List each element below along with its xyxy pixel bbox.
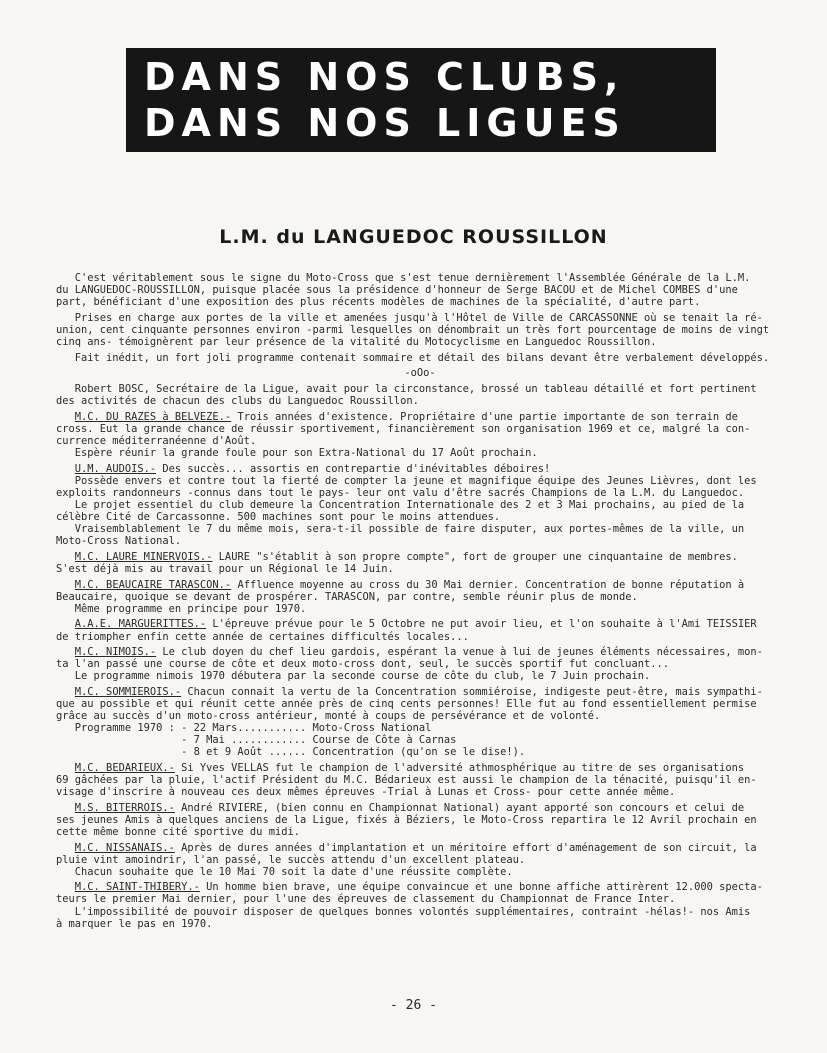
text-line [56, 802, 784, 814]
indent [56, 579, 75, 591]
banner-line-1: DANS NOS CLUBS, [144, 55, 625, 99]
text-line: grâce au succès d'un moto-cross antérieur, monté à coups de persévérance et de volonté. [56, 710, 601, 723]
intro-paragraph-3 [56, 352, 784, 364]
indent [56, 551, 75, 563]
text-line: Le programme nimois 1970 débutera par la seconde course de côte du club, le 7 Juin prochain. [56, 670, 651, 683]
separator: -oOo- [404, 367, 436, 380]
text-line: - 8 et 9 Août ...... Concentration (qu'on se le dise!). [56, 746, 526, 759]
text-line: Possède envers et contre tout la fierté de compter la jeune et magnifique équipe des Jeunes Lièvres, dont les [56, 474, 757, 487]
club-text: Après de dures années d'implantation et un méritoire effort d'aménagement de son circuit, la [174, 841, 757, 854]
indent [56, 686, 75, 698]
text-line [56, 411, 784, 423]
club-heading: M.C. SAINT-THIBERY.- [74, 881, 200, 894]
club-text: Le club doyen du chef lieu gardois, espérant la venue à lui de jeunes éléments nécessaires, mon- [156, 646, 763, 659]
text-line: - 7 Mai ............ Course de Côte à Carnas [56, 734, 457, 747]
text-line: cinq ans- témoignèrent par leur présence de la vitalité du Motocyclisme en Languedoc Roussillon. [56, 335, 657, 348]
text-line: Moto-Cross National. [56, 535, 182, 548]
club-paragraph [56, 551, 784, 575]
club-paragraph [56, 646, 784, 682]
text-line: pluie vint amoindrir, l'an passé, le succès attendu d'un excellent plateau. [56, 853, 526, 866]
text-line: des activités de chacun des clubs du Languedoc Roussillon. [56, 395, 419, 408]
text-line: union, cent cinquante personnes environ -parmi lesquelles on dénombrait un très fort pourcentage de moins de vingt [56, 323, 770, 336]
article-title: L.M. du LANGUEDOC ROUSSILLON [219, 226, 608, 248]
text-line: Robert BOSC, Secrétaire de la Ligue, avait pour la circonstance, brossé un tableau détaillé et fort pertinent [56, 383, 757, 396]
club-paragraph [56, 411, 784, 459]
club-heading: M.C. BEAUCAIRE TARASCON.- [74, 578, 232, 591]
text-line: que au possible et qui réunit cette année près de cinq cents personnes! Elle fut au fond essentiellement permise [56, 698, 757, 710]
text-line: part, bénéficiant d'une exposition des plus récents modèles de machines de la spécialité, d'autre part. [56, 296, 701, 309]
text-line [56, 551, 784, 563]
club-paragraph [56, 881, 784, 929]
text-line [56, 618, 784, 630]
intro-paragraph-1 [56, 272, 784, 308]
text-line [56, 881, 784, 893]
text-line: currence méditerranéenne d'Août. [56, 435, 257, 448]
text-line [56, 646, 784, 658]
text-line: cross. Eut la grande chance de réussir sportivement, financièrement son organisation 1969 et ce, malgré la con- [56, 423, 751, 436]
club-text: Affluence moyenne au cross du 30 Mai dernier. Concentration de bonne réputation à [231, 578, 745, 591]
club-text: Si Yves VELLAS fut le champion de l'adversité athmosphérique au titre de ses organisations [174, 761, 745, 774]
text-line: 69 gâchées par la pluie, l'actif Président du M.C. Bédarieux est aussi le champion de la ténacité, puisqu'il en- [56, 774, 757, 787]
club-text: L'épreuve prévue pour le 5 Octobre ne put avoir lieu, et l'on souhaite à l'Ami TEISSIER [206, 618, 757, 631]
club-heading: M.C. NIMOIS.- [74, 646, 157, 659]
secretary-paragraph [56, 383, 784, 407]
text-line: Chacun souhaite que le 10 Mai 70 soit la date d'une réussite complète. [56, 865, 513, 878]
club-paragraph [56, 618, 784, 642]
text-line: Prises en charge aux portes de la ville et amenées jusqu'à l'Hôtel de Ville de CARCASSONNE où se tenait la ré- [56, 311, 763, 324]
text-line: cette même bonne cité sportive du midi. [56, 825, 300, 838]
text-line: teurs le premier Mai dernier, pour l'une des épreuves de classement du Championnat de France Inter. [56, 893, 676, 906]
club-paragraph [56, 842, 784, 878]
club-text: Des succès... assortis en contrepartie d'inévitables déboires! [156, 462, 551, 475]
club-paragraph [56, 762, 784, 798]
club-paragraph [56, 579, 784, 615]
club-heading: M.C. NISSANAIS.- [74, 841, 175, 854]
indent [56, 842, 75, 854]
text-line: Espère réunir la grande foule pour son Extra-National du 17 Août prochain. [56, 447, 538, 460]
club-heading: M.C. DU RAZES à BELVEZE.- [74, 410, 232, 423]
club-text: André RIVIERE, (bien connu en Championnat National) ayant apporté son concours et celui de [174, 801, 745, 814]
text-line: ses jeunes Amis à quelques anciens de la Ligue, fixés à Béziers, le Moto-Cross repartira le 12 Avril prochain en [56, 813, 757, 826]
club-text: Chacun connait la vertu de la Concentration sommiéroise, indigeste peut-être, mais sympathi- [181, 685, 763, 698]
club-heading: U.M. AUDOIS.- [74, 462, 157, 475]
text-line: célèbre Cité de Carcassonne. 500 machines sont pour le moins attendues. [56, 511, 501, 524]
indent [56, 802, 75, 814]
text-line: Le projet essentiel du club demeure la Concentration Internationale des 2 et 3 Mai prochains, au pied de la [56, 499, 745, 512]
text-line [56, 463, 784, 475]
text-line: S'est déjà mis au travail pour un Régional le 14 Juin. [56, 563, 394, 576]
indent [56, 762, 75, 774]
text-line: exploits randonneurs -connus dans tout le pays- leur ont valu d'être sacrés Champions de la L.M. du Languedoc. [56, 487, 745, 499]
club-heading: M.C. SOMMIEROIS.- [74, 685, 182, 698]
text-line: de triompher enfin cette année de certaines difficultés locales... [56, 630, 469, 643]
indent [56, 463, 75, 475]
club-heading: M.C. BEDARIEUX.- [74, 761, 175, 774]
intro-paragraph-2 [56, 312, 784, 348]
club-paragraph [56, 463, 784, 548]
club-heading: M.S. BITERROIS.- [74, 801, 175, 814]
banner-line-2: DANS NOS LIGUES [144, 101, 626, 145]
text-line: Vraisemblablement le 7 du même mois, sera-t-il possible de faire disputer, aux portes-mêmes de la ville, un [56, 523, 745, 536]
club-heading: A.A.E. MARGUERITTES.- [74, 618, 207, 631]
indent [56, 411, 75, 423]
text-line: L'impossibilité de pouvoir disposer de quelques bonnes volontés supplémentaires, contraint -hélas!- nos Amis [56, 905, 751, 918]
text-line: visage d'inscrire à nouveau ces deux mêmes épreuves -Trial à Lunas et Cross- pour cette année même. [56, 786, 676, 799]
text-line: C'est véritablement sous le signe du Moto-Cross que s'est tenue dernièrement l'Assemblée Générale de la L.M. [56, 272, 751, 284]
club-heading: M.C. LAURE MINERVOIS.- [74, 550, 213, 563]
text-line: du LANGUEDOC-ROUSSILLON, puisque placée sous la présidence d'honneur de Serge BACOU et de Michel COMBES d'une [56, 284, 738, 297]
article-body [56, 272, 784, 933]
indent [56, 618, 75, 630]
text-line: Même programme en principe pour 1970. [56, 602, 307, 615]
text-line: à marquer le pas en 1970. [56, 917, 213, 930]
text-line [56, 686, 784, 698]
club-text: LAURE "s'établit à son propre compte", fort de grouper une cinquantaine de membres. [212, 550, 738, 563]
club-text: Un homme bien brave, une équipe convaincue et une bonne affiche attirèrent 12.000 specta- [199, 881, 763, 894]
club-text: Trois années d'existence. Propriétaire d'une partie importante de son terrain de [231, 410, 738, 423]
text-line [56, 762, 784, 774]
text-line: Programme 1970 : - 22 Mars........... Moto-Cross National [56, 722, 432, 735]
text-line [56, 579, 784, 591]
indent [56, 881, 75, 893]
text-line: ta l'an passé une course de côte et deux moto-cross dont, seul, le succès sportif fut concluant... [56, 658, 670, 671]
club-paragraph [56, 686, 784, 759]
club-reports [56, 411, 784, 930]
text-line: Fait inédit, un fort joli programme contenait sommaire et détail des bilans devant être verbalement développés. [56, 351, 770, 364]
text-line: Beaucaire, quoique se devant de prospérer. TARASCON, par contre, semble réunir plus de monde. [56, 590, 638, 603]
indent [56, 646, 75, 658]
page-number: - 26 - [390, 998, 437, 1013]
text-line [56, 842, 784, 854]
club-paragraph [56, 802, 784, 838]
section-banner [126, 48, 716, 152]
